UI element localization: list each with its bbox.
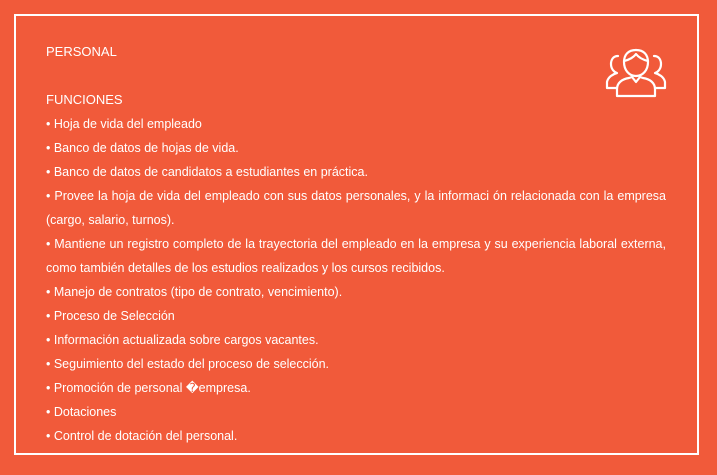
list-item: • Información actualizada sobre cargos vacantes. [46, 333, 319, 347]
list-item: • Promoción de personal �empresa. [46, 381, 251, 395]
list-item: • Proceso de Selección [46, 309, 175, 323]
list-item: • Mantiene un registro completo de la trayectoria del empleado en la empresa y su experiencia laboral externa, como también detalles de los estudios realizados y los cursos recibidos. [46, 237, 666, 275]
list-item: • Hoja de vida del empleado [46, 117, 202, 131]
spacer [46, 64, 666, 88]
list-item: • Manejo de contratos (tipo de contrato, vencimiento). [46, 285, 343, 299]
list-item: • Banco de datos de candidatos a estudiantes en práctica. [46, 165, 368, 179]
list-item: • Control de dotación del personal. [46, 429, 238, 443]
section-title: FUNCIONES [46, 92, 123, 107]
content-block [46, 40, 666, 448]
page-title: PERSONAL [46, 44, 117, 59]
list-item: • Seguimiento del estado del proceso de selección. [46, 357, 330, 371]
list-item: • Provee la hoja de vida del empleado con sus datos personales, y la informaci ón relacionada con la empresa (cargo, salario, turnos). [46, 189, 666, 227]
list-item: • Banco de datos de hojas de vida. [46, 141, 239, 155]
list-item: • Dotaciones [46, 405, 117, 419]
